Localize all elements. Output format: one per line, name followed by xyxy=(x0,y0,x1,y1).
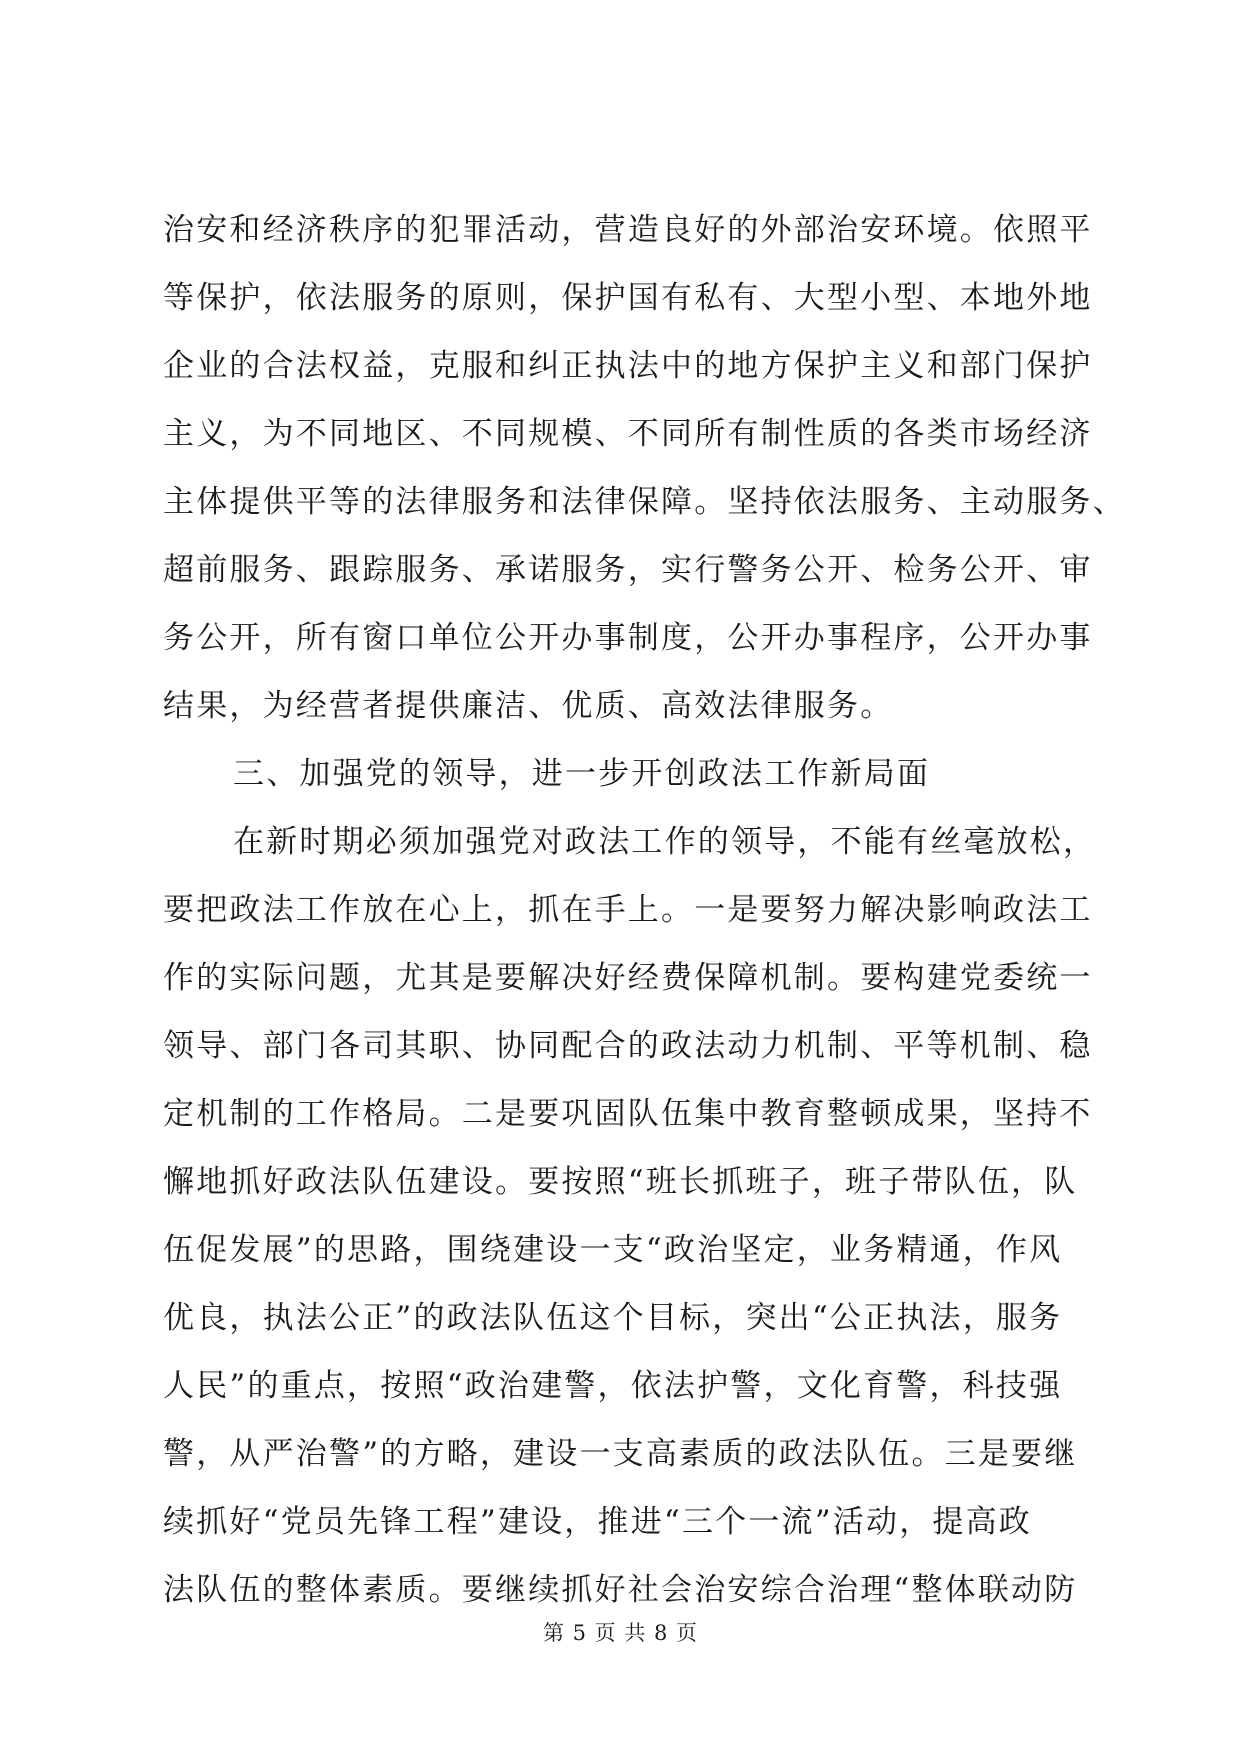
text-line: 企业的合法权益，克服和纠正执法中的地方保护主义和部门保护 xyxy=(163,348,1093,384)
text-line: 续抓好“党员先锋工程”建设，推进“三个一流”活动，提高政 xyxy=(163,1504,1032,1540)
text-line: 作的实际问题，尤其是要解决好经费保障机制。要构建党委统一 xyxy=(163,960,1093,996)
text-line: 懈地抓好政法队伍建设。要按照“班长抓班子，班子带队伍，队 xyxy=(163,1164,1078,1200)
text-line: 领导、部门各司其职、协同配合的政法动力机制、平等机制、稳 xyxy=(163,1028,1093,1064)
text-line: 结果，为经营者提供廉洁、优质、高效法律服务。 xyxy=(163,688,894,724)
text-line: 主义，为不同地区、不同规模、不同所有制性质的各类市场经济 xyxy=(163,416,1093,452)
text-line: 主体提供平等的法律服务和法律保障。坚持依法服务、主动服务、 xyxy=(163,484,1126,520)
text-line: 等保护，依法服务的原则，保护国有私有、大型小型、本地外地 xyxy=(163,280,1093,316)
body-text xyxy=(163,196,1126,1624)
text-line: 优良，执法公正”的政法队伍这个目标，突出“公正执法，服务 xyxy=(163,1300,1063,1336)
paragraph-start: 在新时期必须加强党对政法工作的领导，不能有丝毫放松， xyxy=(233,824,1097,860)
text-line: 定机制的工作格局。二是要巩固队伍集中教育整顿成果，坚持不 xyxy=(163,1096,1093,1132)
text-line: 伍促发展”的思路，围绕建设一支“政治坚定，业务精通，作风 xyxy=(163,1232,1063,1268)
text-line: 治安和经济秩序的犯罪活动，营造良好的外部治安环境。依照平 xyxy=(163,212,1093,248)
text-line: 超前服务、跟踪服务、承诺服务，实行警务公开、检务公开、审 xyxy=(163,552,1093,588)
page-number: 第 5 页 共 8 页 xyxy=(542,1621,699,1645)
text-line: 人民”的重点，按照“政治建警，依法护警，文化育警，科技强 xyxy=(163,1368,1063,1404)
text-line: 警，从严治警”的方略，建设一支高素质的政法队伍。三是要继 xyxy=(163,1436,1078,1472)
section-heading: 三、加强党的领导，进一步开创政法工作新局面 xyxy=(233,756,931,792)
text-line: 要把政法工作放在心上，抓在手上。一是要努力解决影响政法工 xyxy=(163,892,1093,928)
text-line: 法队伍的整体素质。要继续抓好社会治安综合治理“整体联动防 xyxy=(163,1572,1078,1608)
text-line: 务公开，所有窗口单位公开办事制度，公开办事程序，公开办事 xyxy=(163,620,1093,656)
